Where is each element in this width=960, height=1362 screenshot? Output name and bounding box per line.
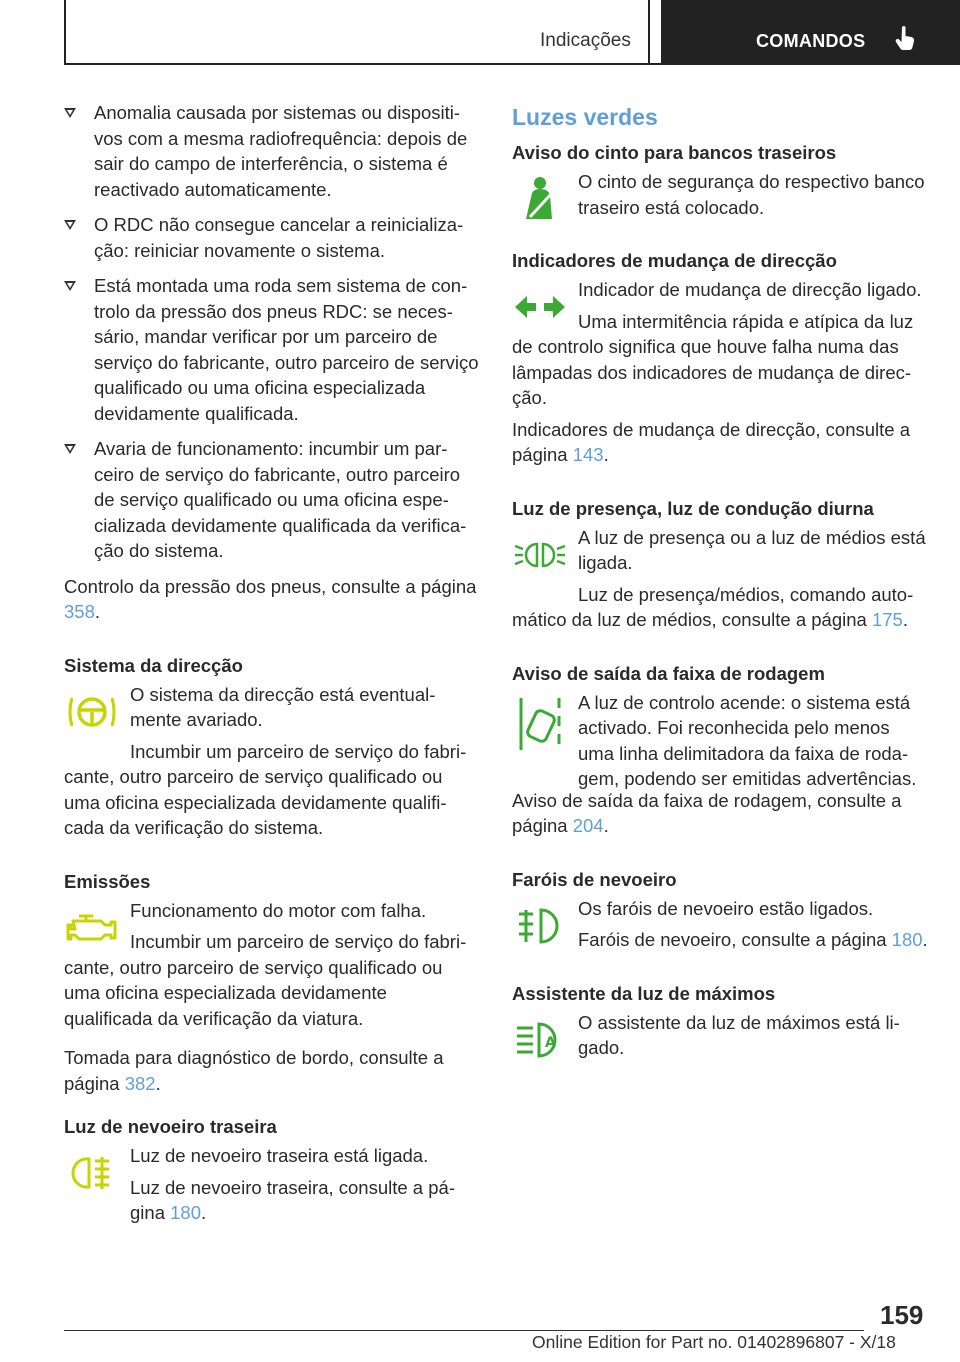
left-column: Anomalia causada por sistemas ou dispositivos com a mesma radiofrequência: depois de sair do campo de interferência, o sistema é reactivado automaticamente. O RDC não consegue cancelar a reinicialização: reiniciar novamente o sistema. Está montada uma roda sem sistema de controlo da pressão dos pneus RDC: se necessário, mandar verificar por um parceiro de serviço do fabricante, outro parceiro de serviço qualificado ou uma oficina especializada devidamente qualificada. Avaria de funcionamento: incumbir um parceiro de serviço do fabricante, outro parceiro de serviço qualificado ou uma oficina especializada devidamente qualificada da verificação do sistema. Controlo da pressão dos pneus, consulte a página 358. Sistema da direcção O sistema da direcção está eventualmente avariado. Incumbir um parceiro de serviço do fabricante, outro parceiro de serviço qualificado ou uma oficina especializada devidamente qualificada da verificação do sistema. Emissões Funcionamento do motor com falha. Incumbir um parceiro de serviço do fabricante, outro parceiro de serviço qualificado ou uma oficina especializada devidamente qualificada da verificação da viatura. Tomada para diagnóstico de bordo, consulte a página 382. Luz de nevoeiro traseira Luz de nevoeiro traseira está ligada. Luz de nevoeiro traseira, consulte a página 180.: [64, 100, 480, 1232]
header-section-title: Indicações: [540, 30, 631, 51]
footer-rule: [64, 1330, 864, 1331]
turn-reference: Indicadores de mudança de direcção, consulte a página 143.: [512, 418, 911, 465]
triangle-bullet-icon: [64, 281, 76, 291]
parking-entry: A luz de presença ou a luz de médios está ligada. Luz de presença/médios, comando automático da luz de médios, consulte a página 175.: [512, 526, 926, 630]
right-column: [512, 100, 928, 1067]
page-link-175[interactable]: 175: [871, 609, 903, 630]
list-item: Avaria de funcionamento: incumbir um parceiro de serviço do fabricante, outro parceiro de serviço qualificado ou uma oficina especializada devidamente qualificada da verificação do sistema.: [64, 436, 480, 564]
edition-footer: Online Edition for Part no. 01402896807 - X/18: [532, 1332, 896, 1352]
page-link-180-fog[interactable]: 180: [891, 929, 923, 950]
triangle-bullet-icon: [64, 220, 76, 230]
belt-heading: Aviso do cinto para bancos traseiros: [512, 142, 837, 163]
lane-entry: A luz de controlo acende: o sistema está activado. Foi reconhecida pelo menos uma linha delimitadora da faixa de rodagem, podendo ser emitidas advertências.: [512, 690, 928, 792]
lane-reference: Aviso de saída da faixa de rodagem, consulte a página 204.: [512, 789, 902, 836]
steering-entry: O sistema da direcção está eventualmente avariado.: [64, 682, 480, 733]
emissions-heading: Emissões: [64, 870, 151, 892]
rear-fog-heading: Luz de nevoeiro traseira: [64, 1116, 277, 1137]
steering-wheel-warning-icon: [64, 690, 120, 734]
page-link-204[interactable]: 204: [572, 815, 604, 836]
front-fog-light-icon: [512, 904, 568, 948]
list-item: Anomalia causada por sistemas ou dispositivos com a mesma radiofrequência: depois de sair do campo de interferência, o sistema é reactivado automaticamente.: [64, 100, 480, 202]
page-link-382[interactable]: 382: [124, 1072, 156, 1094]
obd-reference: Tomada para diagnóstico de bordo, consulte a página 382.: [64, 1047, 444, 1094]
parking-heading: Luz de presença, luz de condução diurna: [512, 497, 874, 519]
page-link-358[interactable]: 358: [64, 601, 95, 622]
seatbelt-icon: [512, 177, 568, 221]
page-link-143[interactable]: 143: [572, 444, 604, 465]
highbeam-heading: Assistente da luz de máximos: [512, 982, 776, 1004]
triangle-bullet-icon: [64, 444, 76, 454]
rear-fog-light-icon: [64, 1151, 120, 1195]
header-left-border: [64, 0, 66, 64]
header-chapter-title: COMANDOS: [756, 31, 866, 51]
tpms-reference: Controlo da pressão dos pneus, consulte a página 358.: [64, 575, 477, 622]
steering-heading: Sistema da direcção: [64, 654, 243, 676]
parking-light-icon: [512, 533, 568, 577]
page-number: 159: [880, 1300, 924, 1330]
list-item: Está montada uma roda sem sistema de controlo da pressão dos pneus RDC: se necessário, mandar verificar por um parceiro de serviço do fabricante, outro parceiro de serviço qualificado ou uma oficina especializada devidamente qualificada.: [64, 273, 480, 426]
turn-entry: Indicador de mudança de direcção ligado. Uma intermitência rápida e atípica da luz de controlo significa que houve falha numa das lâmpadas dos indicadores de mudança de direcção.: [512, 279, 922, 408]
rear-fog-entry: Luz de nevoeiro traseira está ligada. Luz de nevoeiro traseira, consulte a página 180.: [64, 1143, 480, 1226]
page-link-180[interactable]: 180: [170, 1202, 201, 1223]
header-divider: [648, 0, 650, 64]
belt-entry: O cinto de segurança do respectivo banco traseiro está colocado.: [512, 169, 928, 220]
triangle-bullet-icon: [64, 108, 76, 118]
emissions-entry: Funcionamento do motor com falha. Incumbir um parceiro de serviço do fabricante, outro parceiro de serviço qualificado ou uma oficina especializada devidamente qualificada da verificação da viatura.: [64, 899, 467, 1029]
highbeam-entry: A O assistente da luz de máximos está ligado.: [512, 1010, 928, 1061]
fog-heading: Faróis de nevoeiro: [512, 868, 677, 890]
svg-text:A: A: [545, 1034, 556, 1051]
green-lights-heading: Luzes verdes: [512, 104, 658, 130]
fog-entry: Os faróis de nevoeiro estão ligados. Faróis de nevoeiro, consulte a página 180.: [512, 896, 928, 953]
lane-departure-icon: [512, 702, 568, 746]
high-beam-assistant-icon: [512, 1018, 568, 1062]
header-chapter-tab: [661, 0, 960, 64]
turn-signal-arrows-icon: [512, 285, 568, 329]
list-item: O RDC não consegue cancelar a reinicialização: reiniciar novamente o sistema.: [64, 212, 480, 263]
hand-pointer-icon: [895, 25, 917, 51]
engine-warning-icon: [64, 906, 120, 950]
turn-heading: Indicadores de mudança de direcção: [512, 250, 837, 271]
lane-heading: Aviso de saída da faixa de rodagem: [512, 662, 825, 684]
